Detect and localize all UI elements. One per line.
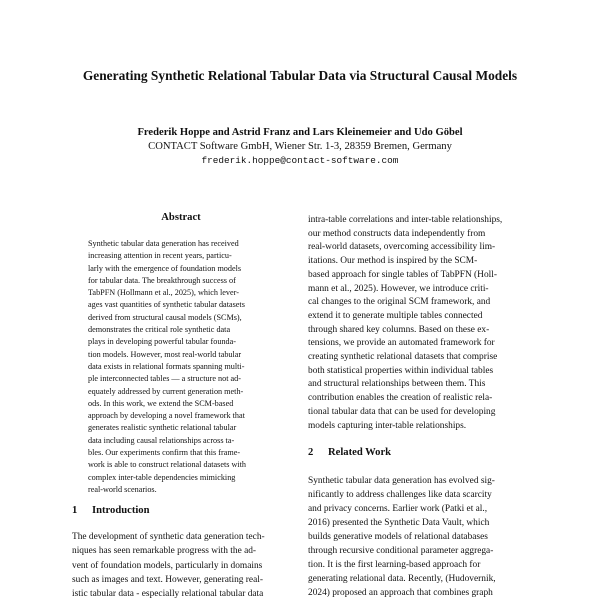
text-line: real-world datasets, overcoming accessibility lim- bbox=[308, 242, 496, 253]
text-line: mann et al., 2025). However, we introduce criti- bbox=[308, 283, 489, 294]
text-line: TabPFN (Hollmann et al., 2025), which lever- bbox=[88, 288, 239, 298]
text-line: plays in developing powerful tabular founda- bbox=[88, 337, 237, 347]
text-line: istic tabular data - especially relational tabular data bbox=[72, 589, 264, 600]
text-line: our method constructs data independently from bbox=[308, 228, 486, 239]
section-heading-related-work bbox=[308, 446, 391, 460]
text-line: extend it to generate multiple tables connected bbox=[308, 310, 483, 321]
right-column-body bbox=[308, 214, 534, 433]
author-list: Frederik Hoppe and Astrid Franz and Lars Kleinemeier and Udo Göbel bbox=[137, 127, 463, 138]
text-line: nificantly to address challenges like data scarcity bbox=[308, 490, 492, 500]
text-line: ages vast quantities of synthetic tabular datasets bbox=[88, 300, 245, 310]
text-line: work is able to construct relational datasets with bbox=[88, 460, 247, 470]
section-heading-introduction bbox=[72, 504, 150, 518]
text-line: equately addressed by current generation meth- bbox=[88, 386, 244, 396]
introduction-body bbox=[72, 530, 298, 601]
text-line: larly with the emergence of foundation models bbox=[88, 263, 242, 273]
text-line: data exists in relational formats spanning multi- bbox=[88, 361, 245, 371]
text-line: Synthetic tabular data generation has received bbox=[88, 239, 239, 248]
abstract-heading: Abstract bbox=[161, 212, 201, 223]
text-line: through recursive conditional parameter aggrega- bbox=[308, 546, 494, 556]
text-line: real-world scenarios. bbox=[88, 484, 157, 494]
text-line: contribution enables the creation of realistic rela- bbox=[308, 393, 493, 404]
related-work-body bbox=[308, 474, 534, 600]
paper-title: Generating Synthetic Relational Tabular Data via Structural Causal Models bbox=[82, 68, 518, 83]
text-line: tensions, we provide an automated framework for bbox=[308, 338, 495, 349]
text-line: builds generative models of relational databases bbox=[308, 532, 488, 542]
text-line: demonstrates the critical role synthetic data bbox=[88, 325, 231, 335]
text-line: derived from structural causal models (SCMs), bbox=[88, 312, 242, 322]
text-line: 2016) presented the Synthetic Data Vault, which bbox=[308, 518, 490, 528]
text-line: Synthetic tabular data generation has evolved sig- bbox=[308, 476, 495, 486]
text-line: based approach for single tables of TabPFN (Holl- bbox=[308, 269, 497, 280]
text-line: niques has seen remarkable progress with the ad- bbox=[72, 546, 257, 557]
text-line: ple interconnected tables — a structure not ad- bbox=[88, 374, 241, 384]
text-line: vent of foundation models, particularly in domains bbox=[72, 560, 263, 571]
section-title: Related Work bbox=[328, 447, 392, 458]
text-line: models capturing inter-table relationships. bbox=[308, 420, 467, 431]
text-line: increasing attention in recent years, particu- bbox=[88, 251, 232, 261]
text-line: complex inter-table dependencies mimicking bbox=[88, 472, 236, 482]
text-line: such as images and text. However, generating real- bbox=[72, 574, 263, 585]
author-email[interactable]: frederik.hoppe@contact-software.com bbox=[201, 155, 399, 166]
text-line: through shared key columns. Based on these ex- bbox=[308, 324, 490, 335]
text-line: generates realistic synthetic relational tabular bbox=[88, 423, 237, 433]
text-line: 2024) proposed an approach that combines graph bbox=[308, 588, 493, 598]
text-line: creating synthetic relational datasets that comprise bbox=[308, 352, 498, 363]
text-line: both statistical properties within individual tables bbox=[308, 365, 494, 376]
section-number: 2 bbox=[308, 447, 314, 458]
text-line: bles. Our experiments confirm that this frame- bbox=[88, 448, 241, 458]
text-line: tion models. However, most real-world tabular bbox=[88, 349, 242, 359]
affiliation: CONTACT Software GmbH, Wiener Str. 1-3, 28359 Bremen, Germany bbox=[148, 141, 452, 152]
text-line: tion. It is the first learning-based approach for bbox=[308, 560, 481, 570]
text-line: cal changes to the original SCM framework, and bbox=[308, 297, 491, 308]
text-line: for tabular data. The breakthrough success of bbox=[88, 275, 236, 285]
text-line: intra-table correlations and inter-table relationships, bbox=[308, 215, 503, 225]
text-line: and privacy concerns. Earlier work (Patki et al., bbox=[308, 504, 488, 514]
text-line: generating relational data. Recently, (Hudovernik, bbox=[308, 574, 496, 584]
abstract-body bbox=[88, 238, 274, 496]
text-line: and structural relationships between them. This bbox=[308, 379, 486, 390]
text-line: The development of synthetic data generation tech- bbox=[72, 532, 265, 542]
text-line: tional tabular data that can be used for developing bbox=[308, 406, 496, 417]
text-line: data including causal relationships across ta- bbox=[88, 435, 235, 445]
text-line: approach by developing a novel framework that bbox=[88, 411, 245, 421]
section-number: 1 bbox=[72, 505, 78, 516]
section-title: Introduction bbox=[92, 505, 150, 516]
text-line: itations. Our method is inspired by the SCM- bbox=[308, 256, 478, 267]
text-line: ods. In this work, we extend the SCM-based bbox=[88, 398, 234, 408]
